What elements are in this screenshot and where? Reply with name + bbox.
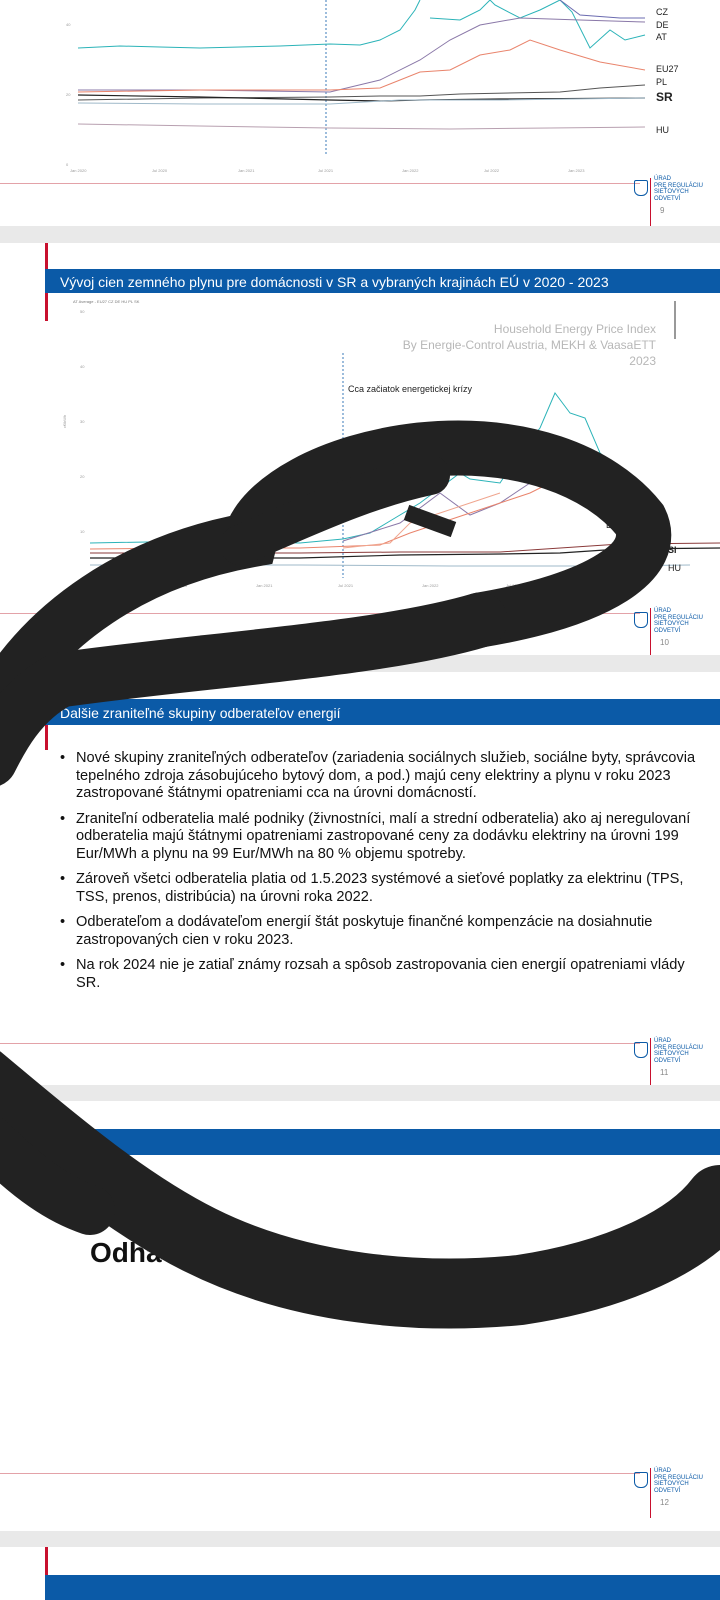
- title-bar: [45, 1575, 720, 1600]
- crest-icon: [634, 1042, 648, 1058]
- title-bar: [45, 269, 720, 293]
- series-label-cz: CZ: [656, 7, 668, 17]
- source-line: Household Energy Price Index: [493, 322, 656, 336]
- bullet-item: • Nové skupiny zraniteľných odberateľov (zariadenia sociálnych služieb, sociálne byty, správcovia tepelného zdroja zásobujúceho bytový dom, a pod.) majú ceny elektriny a plynu v roku 2023 zastropované štátnymi opatreniami cca na úrovni domácností.: [60, 750, 710, 803]
- logo-text: ÚRAD PRE REGULÁCIU SIEŤOVÝCH ODVETVÍ: [654, 1038, 704, 1064]
- logo-text: ÚRAD PRE REGULÁCIU SIEŤOVÝCH ODVETVÍ: [654, 176, 704, 202]
- x-tick: Jul 2022: [506, 583, 522, 588]
- x-tick: Jan 2022: [402, 168, 419, 173]
- series-label-eu27: EU27: [656, 64, 679, 74]
- footer-line: [0, 183, 640, 184]
- slide-12: [0, 1101, 720, 1531]
- page-number: 10: [660, 638, 669, 647]
- legend-item: CZ: [108, 299, 114, 304]
- x-tick: Jul 2020: [152, 168, 168, 173]
- gas-price-chart-slide9: [0, 0, 720, 180]
- x-tick: Jul 2021: [338, 583, 354, 588]
- page-number: 12: [660, 1498, 669, 1507]
- heading-end: plynu: [595, 1237, 670, 1268]
- legend-item: SK: [134, 299, 140, 304]
- y-axis-label: c€/kWh: [62, 414, 68, 429]
- title-bar: [45, 699, 720, 725]
- source-bracket: [674, 301, 676, 339]
- logo-text: ÚRAD PRE REGULÁCIU SIEŤOVÝCH ODVETVÍ: [654, 1468, 704, 1494]
- bullet-item: • Odberateľom a dodávateľom energií štát poskytuje finančné kompenzácie na dosiahnutie zastropovaných cien v roku 2023.: [60, 914, 710, 949]
- series-label-hu: HU: [656, 125, 669, 135]
- series-label-sr: SR: [656, 90, 673, 104]
- legend-item: DE: [114, 299, 121, 304]
- x-tick: Jan 2023: [568, 168, 585, 173]
- y-tick: 40: [66, 22, 71, 27]
- series-label-at: AT: [656, 32, 667, 42]
- legend-item: HU: [121, 299, 128, 304]
- x-tick: Jan 2021: [238, 168, 255, 173]
- slide-title: Vývoj cien zemného plynu pre domácnosti v SR a vybraných krajinách EÚ v 2020 - 2023: [60, 274, 609, 290]
- source-line: By Energie-Control Austria, MEKH & VaasaETT: [402, 338, 656, 352]
- bullet-item: • Zároveň všetci odberatelia platia od 1.5.2023 systémové a sieťové poplatky za elektrinu (TPS, TSS, prenos, distribúcia) na úrovni roka 2022.: [60, 871, 710, 906]
- urso-logo: [634, 1038, 720, 1084]
- title-bar: [45, 1129, 720, 1155]
- series-label-pl: PL: [656, 77, 668, 87]
- chart-legend: [73, 299, 139, 304]
- series-label-hu: HU: [668, 563, 681, 573]
- series-label-si: SI: [668, 545, 677, 555]
- page-number: 11: [660, 1068, 669, 1077]
- footer-line: [0, 1473, 640, 1474]
- slide-13: [0, 1547, 720, 1600]
- slide-title: Ďalšie zraniteľné skupiny odberateľov energií: [60, 705, 341, 721]
- slide-11: [0, 672, 720, 1085]
- legend-item: AT: [73, 299, 78, 304]
- urso-logo: [634, 1468, 720, 1514]
- x-tick: Jan 2022: [422, 583, 439, 588]
- y-tick: 30: [80, 419, 85, 424]
- x-tick: Jul 2021: [318, 168, 334, 173]
- series-label-de: DE: [656, 20, 669, 30]
- urso-logo: [634, 176, 720, 222]
- y-tick: 40: [80, 364, 85, 369]
- crisis-annotation: Cca začiatok energetickej krízy: [348, 384, 473, 394]
- page-number: 9: [660, 206, 665, 215]
- crest-icon: [634, 1472, 648, 1488]
- crest-icon: [634, 612, 648, 628]
- urso-logo: [634, 608, 720, 654]
- gas-price-chart-slide10: [0, 353, 720, 613]
- y-tick: 20: [66, 92, 71, 97]
- slide-heading-line2: na rok 2024: [287, 1281, 443, 1312]
- logo-text: ÚRAD PRE REGULÁCIU SIEŤOVÝCH ODVETVÍ: [654, 608, 704, 634]
- legend-item: PL: [128, 299, 133, 304]
- x-tick: Jul 2020: [172, 583, 188, 588]
- bullet-item: • Zraniteľní odberatelia malé podniky (živnostníci, malí a strední odberatelia) ako aj neregulovaní odberatelia majú štátnymi opatreniami zastropované ceny za dodávku elektriny na úrovni 199 Eur/MWh a plynu na 99 Eur/MWh na 80 % objemu spotreby.: [60, 811, 710, 864]
- footer-line: [0, 613, 640, 614]
- heading-start: Odha: [90, 1237, 162, 1268]
- slide-10: [0, 243, 720, 655]
- y-tick: 50: [80, 309, 85, 314]
- x-tick: Jul 2022: [484, 168, 500, 173]
- y-tick: 10: [80, 529, 85, 534]
- bullet-list: [60, 750, 710, 1000]
- bullet-item: • Na rok 2024 nie je zatiaľ známy rozsah a spôsob zastropovania cien energií opatreniami vlády SR.: [60, 957, 710, 992]
- x-tick: Jan 2023: [588, 583, 605, 588]
- y-tick: 0: [66, 162, 69, 167]
- y-tick: 20: [80, 474, 85, 479]
- x-tick: Jan 2020: [70, 168, 87, 173]
- footer-line: [0, 1043, 640, 1044]
- crest-icon: [634, 180, 648, 196]
- source-line: 2023: [629, 354, 656, 368]
- series-label-eu27: EU27: [606, 520, 629, 530]
- legend-item: Average - EU27: [78, 299, 108, 304]
- x-tick: Jan 2021: [256, 583, 273, 588]
- slide-9: [0, 0, 720, 226]
